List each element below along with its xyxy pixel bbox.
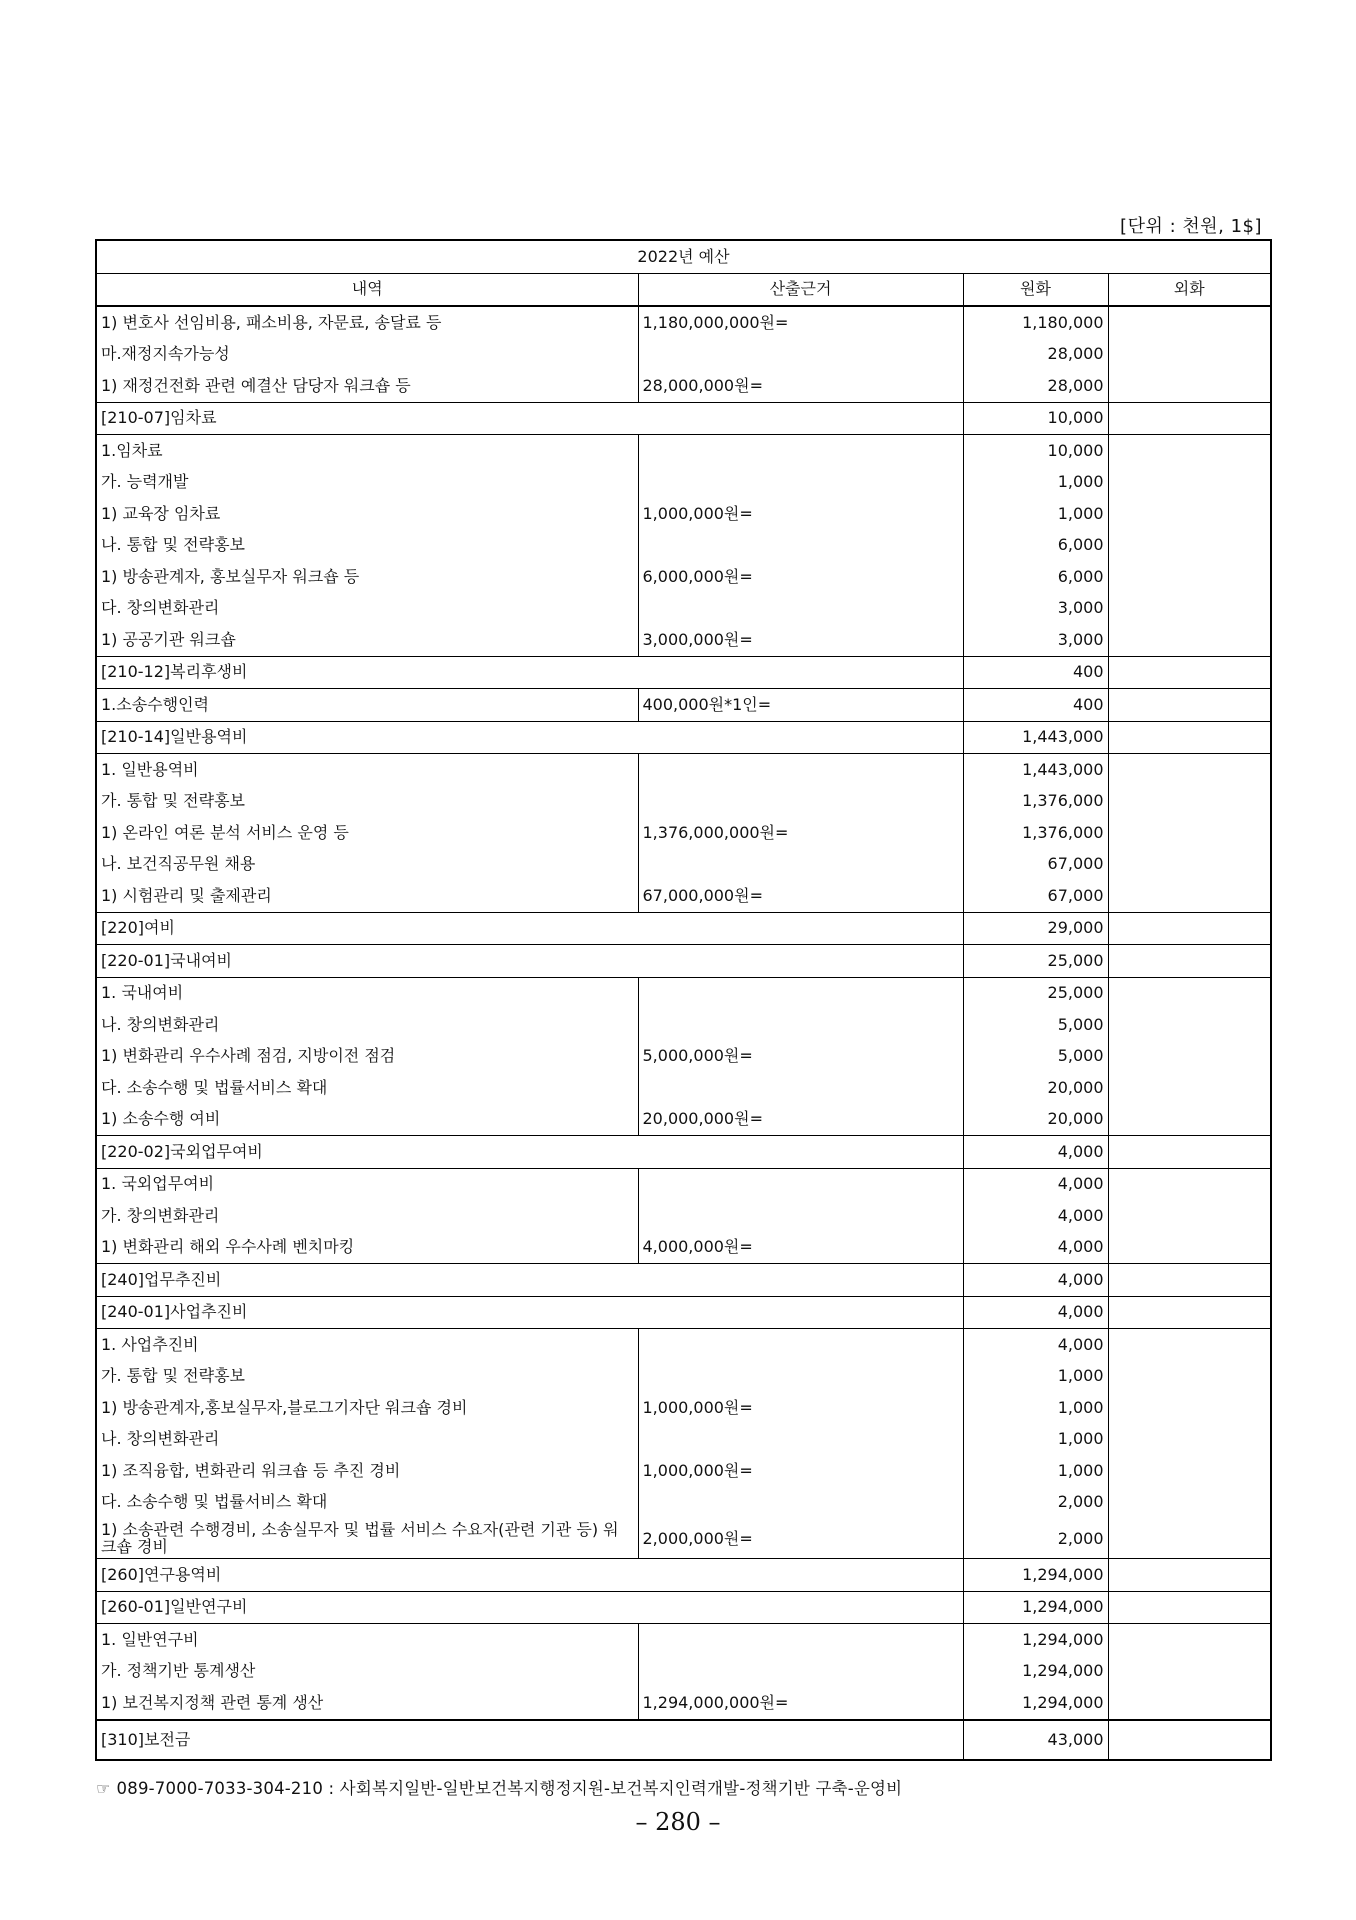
foreign-cell [1108,656,1271,689]
foreign-cell [1108,817,1271,849]
table-row [96,849,1271,881]
item-cell: 1) 온라인 여론 분석 서비스 운영 등 [96,817,638,849]
foreign-cell [1108,435,1271,467]
foreign-cell [1108,754,1271,786]
table-row [96,1264,1271,1297]
basis-cell: 3,000,000원= [638,624,963,656]
krw-cell: 20,000 [963,1072,1108,1104]
krw-cell: 1,180,000 [963,306,1108,339]
krw-cell: 67,000 [963,849,1108,881]
item-cell: 가. 능력개발 [96,467,638,499]
krw-cell: 28,000 [963,370,1108,402]
table-row [96,1455,1271,1487]
table-row [96,1624,1271,1656]
item-cell: 1) 방송관계자,홍보실무자,블로그기자단 워크숍 경비 [96,1392,638,1424]
table-row [96,1559,1271,1592]
krw-cell: 20,000 [963,1104,1108,1136]
table-row [96,786,1271,818]
table-row [96,1041,1271,1073]
basis-cell: 400,000원*1인= [638,689,963,722]
foreign-cell [1108,402,1271,435]
item-cell: 나. 창의변화관리 [96,1009,638,1041]
basis-cell [638,530,963,562]
page-number: – 280 – [635,1808,721,1836]
basis-cell [638,1656,963,1688]
column-header-basis: 산출근거 [638,273,963,306]
foreign-cell [1108,1009,1271,1041]
item-cell: 1) 소송수행 여비 [96,1104,638,1136]
basis-cell: 1,376,000,000원= [638,817,963,849]
table-row [96,945,1271,978]
table-row [96,498,1271,530]
item-cell: [210-12]복리후생비 [96,656,963,689]
item-cell: 1.소송수행인력 [96,689,638,722]
krw-cell: 1,376,000 [963,817,1108,849]
item-cell: 1) 방송관계자, 홍보실무자 워크숍 등 [96,561,638,593]
krw-cell: 5,000 [963,1009,1108,1041]
foreign-cell [1108,1264,1271,1297]
table-row [96,1009,1271,1041]
basis-cell [638,593,963,625]
table-title: 2022년 예산 [96,240,1271,273]
krw-cell: 1,294,000 [963,1559,1108,1592]
foreign-cell [1108,624,1271,656]
table-row [96,435,1271,467]
krw-cell: 2,000 [963,1487,1108,1519]
table-row [96,306,1271,339]
footnote [96,1775,902,1799]
item-cell: [260-01]일반연구비 [96,1591,963,1624]
item-cell: 1. 사업추진비 [96,1329,638,1361]
foreign-cell [1108,1200,1271,1232]
table-row [96,370,1271,402]
foreign-cell [1108,306,1271,339]
basis-cell: 4,000,000원= [638,1232,963,1264]
item-cell: 다. 소송수행 및 법률서비스 확대 [96,1487,638,1519]
table-row [96,1487,1271,1519]
item-cell: 1) 공공기관 워크숍 [96,624,638,656]
item-cell: [220-02]국외업무여비 [96,1136,963,1169]
item-cell: 1) 재정건전화 관련 예결산 담당자 워크숍 등 [96,370,638,402]
basis-cell [638,1424,963,1456]
krw-cell: 4,000 [963,1232,1108,1264]
basis-cell [638,1009,963,1041]
foreign-cell [1108,370,1271,402]
basis-cell [638,1329,963,1361]
foreign-cell [1108,1687,1271,1720]
table-row [96,1072,1271,1104]
item-cell: [310]보전금 [96,1720,963,1760]
basis-cell [638,435,963,467]
krw-cell: 6,000 [963,561,1108,593]
item-cell: 1) 소송관련 수행경비, 소송실무자 및 법률 서비스 수요자(관련 기관 등) 워크숍 경비 [96,1518,638,1559]
item-cell: 다. 창의변화관리 [96,593,638,625]
basis-cell: 28,000,000원= [638,370,963,402]
table-row [96,754,1271,786]
krw-cell: 1,000 [963,1392,1108,1424]
table-row [96,1296,1271,1329]
basis-cell: 67,000,000원= [638,880,963,912]
foreign-cell [1108,1361,1271,1393]
foreign-cell [1108,1455,1271,1487]
foreign-cell [1108,912,1271,945]
foreign-cell [1108,1296,1271,1329]
budget-table [95,239,1272,1761]
foreign-cell [1108,689,1271,722]
krw-cell: 29,000 [963,912,1108,945]
table-row [96,593,1271,625]
krw-cell: 10,000 [963,402,1108,435]
basis-cell: 1,000,000원= [638,498,963,530]
item-cell: [220-01]국내여비 [96,945,963,978]
foreign-cell [1108,1072,1271,1104]
krw-cell: 1,443,000 [963,721,1108,754]
foreign-cell [1108,1656,1271,1688]
table-row [96,817,1271,849]
foreign-cell [1108,1424,1271,1456]
item-cell: 1) 교육장 임차료 [96,498,638,530]
foreign-cell [1108,1392,1271,1424]
krw-cell: 3,000 [963,593,1108,625]
foreign-cell [1108,1518,1271,1559]
item-cell: 1) 조직융합, 변화관리 워크숍 등 추진 경비 [96,1455,638,1487]
basis-cell [638,1072,963,1104]
item-cell: [210-14]일반용역비 [96,721,963,754]
item-cell: 1) 변화관리 우수사례 점검, 지방이전 점검 [96,1041,638,1073]
krw-cell: 5,000 [963,1041,1108,1073]
foreign-cell [1108,498,1271,530]
krw-cell: 4,000 [963,1200,1108,1232]
krw-cell: 4,000 [963,1168,1108,1200]
table-row [96,689,1271,722]
table-row [96,467,1271,499]
table-row [96,977,1271,1009]
table-row [96,402,1271,435]
item-cell: 마.재정지속가능성 [96,339,638,371]
table-row [96,656,1271,689]
foreign-cell [1108,1559,1271,1592]
table-row [96,1361,1271,1393]
foreign-cell [1108,945,1271,978]
table-row [96,1329,1271,1361]
basis-cell [638,1487,963,1519]
basis-cell [638,754,963,786]
item-cell: 1) 변화관리 해외 우수사례 벤치마킹 [96,1232,638,1264]
basis-cell: 2,000,000원= [638,1518,963,1559]
krw-cell: 10,000 [963,435,1108,467]
foreign-cell [1108,849,1271,881]
krw-cell: 1,294,000 [963,1591,1108,1624]
foreign-cell [1108,339,1271,371]
table-row [96,1424,1271,1456]
basis-cell: 20,000,000원= [638,1104,963,1136]
unit-label: [단위 : 천원, 1$] [1120,216,1262,237]
table-row [96,624,1271,656]
item-cell: 나. 통합 및 전략홍보 [96,530,638,562]
basis-cell [638,786,963,818]
table-row [96,1591,1271,1624]
column-header-krw: 원화 [963,273,1108,306]
basis-cell: 1,180,000,000원= [638,306,963,339]
item-cell: 1. 일반연구비 [96,1624,638,1656]
column-header-item: 내역 [96,273,638,306]
item-cell: 1) 변호사 선임비용, 패소비용, 자문료, 송달료 등 [96,306,638,339]
item-cell: 가. 정책기반 통계생산 [96,1656,638,1688]
table-row [96,1687,1271,1720]
item-cell: 1) 보건복지정책 관련 통계 생산 [96,1687,638,1720]
basis-cell [638,1200,963,1232]
basis-cell [638,1168,963,1200]
item-cell: [240]업무추진비 [96,1264,963,1297]
table-row [96,1136,1271,1169]
krw-cell: 1,294,000 [963,1687,1108,1720]
krw-cell: 1,000 [963,1424,1108,1456]
krw-cell: 25,000 [963,945,1108,978]
foreign-cell [1108,1136,1271,1169]
foreign-cell [1108,721,1271,754]
item-cell: 나. 보건직공무원 채용 [96,849,638,881]
foreign-cell [1108,880,1271,912]
item-cell: 1.임차료 [96,435,638,467]
table-row [96,1720,1271,1760]
krw-cell: 1,000 [963,1361,1108,1393]
foreign-cell [1108,1624,1271,1656]
item-cell: 가. 통합 및 전략홍보 [96,786,638,818]
table-row [96,1392,1271,1424]
table-row [96,1232,1271,1264]
table-row [96,1104,1271,1136]
foreign-cell [1108,1104,1271,1136]
krw-cell: 1,376,000 [963,786,1108,818]
item-cell: 가. 통합 및 전략홍보 [96,1361,638,1393]
table-row [96,339,1271,371]
krw-cell: 400 [963,689,1108,722]
item-cell: [210-07]임차료 [96,402,963,435]
krw-cell: 1,000 [963,467,1108,499]
basis-cell: 5,000,000원= [638,1041,963,1073]
table-row [96,1200,1271,1232]
basis-cell [638,1624,963,1656]
krw-cell: 67,000 [963,880,1108,912]
krw-cell: 25,000 [963,977,1108,1009]
item-cell: 1. 국내여비 [96,977,638,1009]
krw-cell: 28,000 [963,339,1108,371]
column-header-foreign: 외화 [1108,273,1271,306]
table-row [96,1656,1271,1688]
item-cell: [220]여비 [96,912,963,945]
krw-cell: 400 [963,656,1108,689]
basis-cell [638,977,963,1009]
basis-cell: 1,294,000,000원= [638,1687,963,1720]
footnote-text: 089-7000-7033-304-210 : 사회복지일반-일반보건복지행정지원-보건복지인력개발-정책기반 구축-운영비 [116,1779,903,1798]
foreign-cell [1108,1041,1271,1073]
krw-cell: 1,000 [963,1455,1108,1487]
item-cell: [260]연구용역비 [96,1559,963,1592]
foreign-cell [1108,977,1271,1009]
krw-cell: 1,294,000 [963,1656,1108,1688]
foreign-cell [1108,593,1271,625]
item-cell: [240-01]사업추진비 [96,1296,963,1329]
krw-cell: 1,294,000 [963,1624,1108,1656]
foreign-cell [1108,1720,1271,1760]
foreign-cell [1108,1232,1271,1264]
basis-cell: 1,000,000원= [638,1392,963,1424]
basis-cell [638,467,963,499]
table-row [96,880,1271,912]
foreign-cell [1108,561,1271,593]
foreign-cell [1108,1591,1271,1624]
basis-cell: 1,000,000원= [638,1455,963,1487]
item-cell: 가. 창의변화관리 [96,1200,638,1232]
table-row [96,1518,1271,1559]
krw-cell: 4,000 [963,1296,1108,1329]
table-row [96,1168,1271,1200]
item-cell: 1. 국외업무여비 [96,1168,638,1200]
table-row [96,561,1271,593]
krw-cell: 1,443,000 [963,754,1108,786]
item-cell: 다. 소송수행 및 법률서비스 확대 [96,1072,638,1104]
foreign-cell [1108,1487,1271,1519]
item-cell: 1. 일반용역비 [96,754,638,786]
krw-cell: 4,000 [963,1264,1108,1297]
pointing-hand-icon: ☞ [96,1779,111,1798]
foreign-cell [1108,530,1271,562]
table-row [96,912,1271,945]
item-cell: 1) 시험관리 및 출제관리 [96,880,638,912]
foreign-cell [1108,467,1271,499]
krw-cell: 1,000 [963,498,1108,530]
basis-cell [638,339,963,371]
krw-cell: 43,000 [963,1720,1108,1760]
foreign-cell [1108,1168,1271,1200]
basis-cell [638,849,963,881]
basis-cell [638,1361,963,1393]
item-cell: 나. 창의변화관리 [96,1424,638,1456]
table-body [96,306,1271,1760]
krw-cell: 6,000 [963,530,1108,562]
krw-cell: 4,000 [963,1329,1108,1361]
table-row [96,721,1271,754]
krw-cell: 2,000 [963,1518,1108,1559]
foreign-cell [1108,1329,1271,1361]
krw-cell: 3,000 [963,624,1108,656]
krw-cell: 4,000 [963,1136,1108,1169]
foreign-cell [1108,786,1271,818]
table-row [96,530,1271,562]
basis-cell: 6,000,000원= [638,561,963,593]
